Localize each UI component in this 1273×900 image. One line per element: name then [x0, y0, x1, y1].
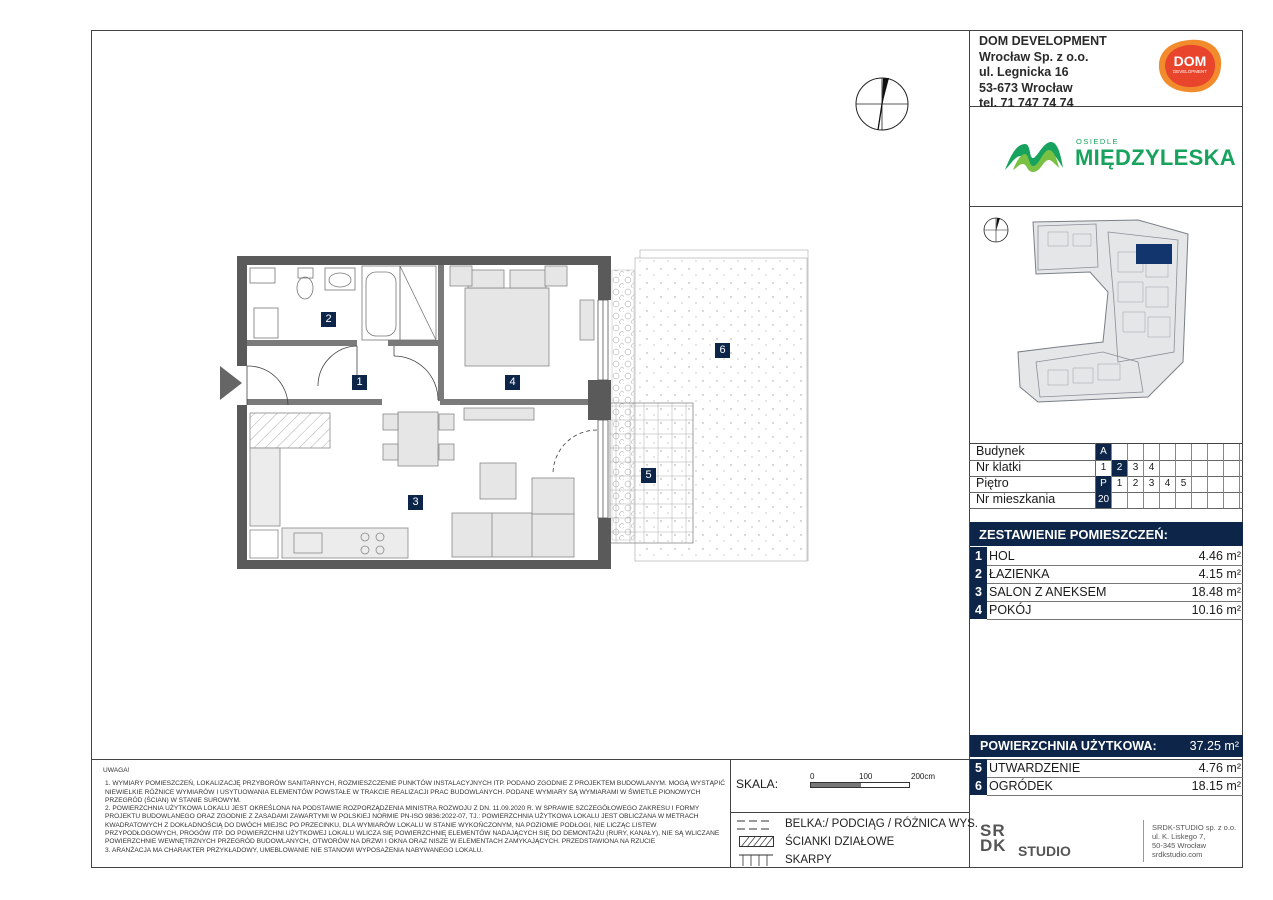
divider — [730, 759, 731, 868]
room-num: 3 — [970, 583, 987, 601]
stair-cell: 3 — [1128, 460, 1144, 476]
extra-num: 5 — [970, 759, 987, 777]
apt-cells — [1096, 492, 1243, 508]
room-tag-5: 5 — [641, 468, 656, 483]
room-area: 4.15 m² — [1198, 567, 1241, 581]
extra-name: UTWARDZENIE — [989, 761, 1081, 775]
empty-cell — [1208, 492, 1224, 508]
room-tag-1: 1 — [352, 375, 367, 390]
empty-cell — [1160, 460, 1176, 476]
room-name: ŁAZIENKA — [989, 567, 1050, 581]
stair-cells — [1096, 460, 1243, 476]
floor-cell: 5 — [1176, 476, 1192, 492]
estate-logo — [1003, 134, 1236, 176]
studio-address — [1152, 823, 1236, 859]
empty-cell — [1224, 460, 1240, 476]
room-name: SALON Z ANEKSEM — [989, 585, 1107, 599]
room-row — [970, 601, 1243, 619]
floor-cell: 2 — [1128, 476, 1144, 492]
notes-title: UWAGA! — [103, 767, 130, 774]
rooms-header-text: ZESTAWIENIE POMIESZCZEŃ: — [979, 527, 1168, 542]
company-line: ul. Legnicka 16 — [979, 65, 1069, 79]
company-line: DOM DEVELOPMENT — [979, 34, 1107, 48]
room-tag-4: 4 — [505, 375, 520, 390]
empty-cell — [1224, 476, 1240, 492]
room-area: 18.48 m² — [1191, 585, 1241, 599]
empty-cell — [1160, 444, 1176, 460]
empty-cell — [1176, 492, 1192, 508]
floor-cell: P — [1096, 476, 1112, 492]
scale-tick: 200cm — [911, 772, 936, 781]
empty-cell — [1224, 444, 1240, 460]
note-item: 3. ARANŻACJA MA CHARAKTER PRZYKŁADOWY, UMEBLOWANIE NIE STANOWI WYPOSAŻENIA NABYWANEGO LOKALU. — [105, 846, 484, 854]
studio-line: SRDK-STUDIO sp. z o.o. — [1152, 823, 1237, 832]
empty-cell — [1176, 444, 1192, 460]
extra-row — [970, 777, 1243, 795]
rooms-header — [970, 522, 1243, 546]
empty-cell — [1208, 460, 1224, 476]
extra-num: 6 — [970, 777, 987, 795]
grid-line — [969, 508, 1243, 509]
scale-tick: 100 — [859, 772, 873, 781]
partition-hatch-icon — [739, 836, 775, 848]
legend-partitions: ŚCIANKI DZIAŁOWE — [785, 836, 895, 848]
stair-cell: 4 — [1144, 460, 1160, 476]
empty-cell — [1192, 476, 1208, 492]
room-tag-3: 3 — [408, 495, 423, 510]
extra-name: OGRÓDEK — [989, 779, 1053, 793]
company-info — [979, 34, 1107, 112]
floor-cell: 3 — [1144, 476, 1160, 492]
beam-dashed-icon — [737, 818, 777, 832]
extra-row — [970, 759, 1243, 777]
row-line — [987, 619, 1243, 620]
room-area: 10.16 m² — [1191, 603, 1241, 617]
divider — [969, 206, 1243, 207]
room-name: POKÓJ — [989, 603, 1032, 617]
extra-area: 4.76 m² — [1198, 761, 1241, 775]
note-item: 1. WYMIARY POMIESZCZEŃ, LOKALIZACJĘ PRZYBORÓW SANITARNYCH, ROZMIESZCZENIE PUNKTÓW INSTALACYJNYCH ITP. PODANO ZGODNIE Z PROJEKTEM BUDOWLANYM. MOGĄ WYSTĄPIĆ NIEWIELKIE RÓŻNICE WYMIARÓW I USYTUOWANIA ELEMENTÓW POWSTAŁE W TRAKCIE REALIZACJI PRAC BUDOWLANYCH. PODANE WYMIARY SĄ WYMIARAMI W ŚWIETLE PIONOWYCH PRZEGRÓD (ŚCIAN) W STANIE SUROWYM. — [105, 780, 726, 804]
empty-cell — [1112, 492, 1128, 508]
building-label: Budynek — [976, 444, 1025, 458]
row-line — [987, 795, 1243, 796]
empty-cell — [1160, 492, 1176, 508]
apt-cell: 20 — [1096, 492, 1112, 508]
slope-icon — [739, 853, 775, 867]
floor-cell: 1 — [1112, 476, 1128, 492]
room-row — [970, 547, 1243, 565]
studio-word: STUDIO — [1018, 843, 1071, 859]
divider — [1143, 820, 1144, 862]
extra-area: 18.15 m² — [1191, 779, 1241, 793]
room-num: 4 — [970, 601, 987, 619]
usable-label: POWIERZCHNIA UŻYTKOWA: — [980, 739, 1157, 753]
empty-cell — [1176, 460, 1192, 476]
building-cell: A — [1096, 444, 1112, 460]
floor-cell: 4 — [1160, 476, 1176, 492]
estate-small: OSIEDLE — [1076, 137, 1120, 146]
apt-label: Nr mieszkania — [976, 492, 1056, 506]
empty-cell — [1192, 460, 1208, 476]
empty-cell — [1144, 444, 1160, 460]
room-tag-6: 6 — [715, 343, 730, 358]
stair-cell: 1 — [1096, 460, 1112, 476]
floor-label: Piętro — [976, 476, 1009, 490]
room-row — [970, 565, 1243, 583]
studio-logo — [980, 823, 1007, 853]
room-num: 1 — [970, 547, 987, 565]
empty-cell — [1144, 492, 1160, 508]
scale-label: SKALA: — [736, 777, 779, 791]
scale-tick: 0 — [810, 772, 815, 781]
empty-cell — [1192, 444, 1208, 460]
empty-cell — [1128, 492, 1144, 508]
company-line: 53-673 Wrocław — [979, 80, 1073, 95]
dom-logo-sub: DEVELOPMENT — [1172, 69, 1207, 74]
empty-cell — [1112, 444, 1128, 460]
stair-cell: 2 — [1112, 460, 1128, 476]
empty-cell — [1224, 492, 1240, 508]
studio-logo-top: SR — [980, 821, 1006, 840]
note-item: 2. POWIERZCHNIA UŻYTKOWA LOKALU JEST OKREŚLONA NA PODSTAWIE ROZPORZĄDZENIA MINISTRA ROZWOJU Z DN. 11.09.2020 R. W SPRAWIE SZCZEGÓŁOWEGO ZAKRESU I FORMY PROJEKTU BUDOWLANEGO ORAZ ZGODNIE Z ZASADAMI ZAWARTYMI W POLSKIEJ NORMIE PN-ISO 9836:2022-07, TJ.: POWIERZCHNIA UŻYTKOWA LOKALU JEST OBLICZANA W METRACH KWADRATOWYCH Z DOKŁADNOŚCIĄ DO DWÓCH MIEJSC PO PRZECINKU, DLA WYMIARÓW LOKALU W STANIE WYKOŃCZONYM, NA POZIOMIE PODŁOGI, NIE LICZĄC LISTEW PRZYPODŁOGOWYCH, PROGÓW ITP. DO POWIERZCHNI UŻYTKOWEJ LOKALU WLICZA SIĘ POWIERZCHNIĘ ELEMENTÓW NADAJĄCYCH SIĘ DO DEMONTAŻU (RURY, KANAŁY), NIE SĄ WLICZANE POWIERZCHNIE WEWNĘTRZNYCH PRZEGRÓD BUDOWLANYCH, OTWORÓW NA DRZWI I OKNA ORAZ NISZE W ELEMENTACH ZAMYKAJĄCYCH. PRZEDSTAWIONA NA RZUCIE — [105, 805, 720, 846]
empty-cell — [1208, 444, 1224, 460]
building-cells — [1096, 444, 1243, 460]
notes — [103, 767, 728, 855]
estate-name: MIĘDZYLESKA — [1075, 145, 1236, 170]
empty-cell — [1192, 492, 1208, 508]
dom-logo — [1155, 36, 1225, 96]
usable-area-bar — [970, 735, 1243, 757]
studio-logo-bottom: DK — [980, 836, 1007, 855]
stair-label: Nr klatki — [976, 460, 1022, 474]
room-area: 4.46 m² — [1198, 549, 1241, 563]
room-name: HOL — [989, 549, 1015, 563]
empty-cell — [1128, 444, 1144, 460]
scale-bar — [810, 782, 910, 788]
studio-line: srdkstudio.com — [1152, 850, 1203, 859]
usable-value: 37.25 m² — [1189, 739, 1239, 753]
room-tag-2: 2 — [321, 312, 336, 327]
key-plan — [978, 212, 1228, 412]
room-row — [970, 583, 1243, 601]
company-line: tel. 71 747 74 74 — [979, 96, 1074, 110]
legend-beam: BELKA:/ PODCIĄG / RÓŻNICA WYS. — [785, 818, 978, 830]
floor-cells — [1096, 476, 1243, 492]
dom-logo-text: DOM — [1173, 53, 1207, 69]
studio-line: 50-345 Wrocław — [1152, 841, 1207, 850]
company-line: Wrocław Sp. z o.o. — [979, 49, 1089, 64]
legend-slopes: SKARPY — [785, 854, 832, 866]
room-num: 2 — [970, 565, 987, 583]
studio-line: ul. K. Liskego 7, — [1152, 832, 1206, 841]
empty-cell — [1208, 476, 1224, 492]
divider — [730, 812, 970, 813]
